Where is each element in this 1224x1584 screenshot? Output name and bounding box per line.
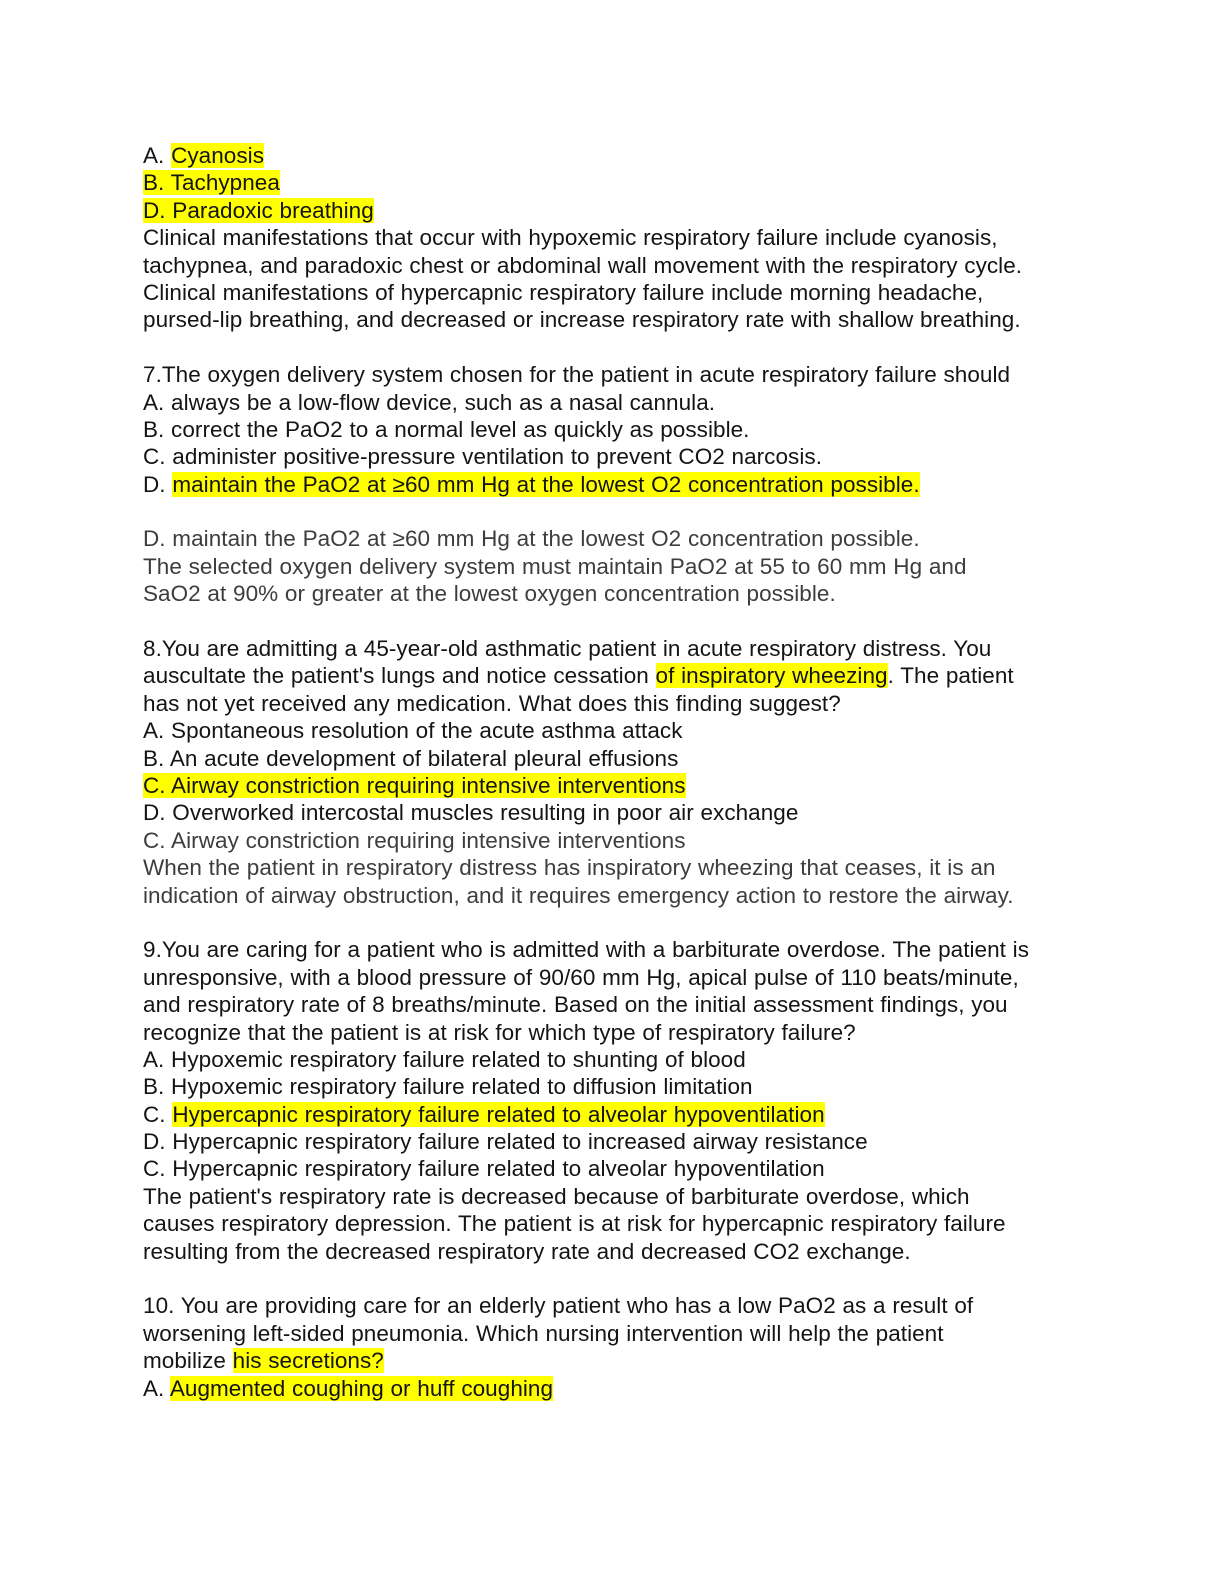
text-line: [143, 252, 1083, 279]
text-line: [143, 1238, 1083, 1265]
text-segment: tachypnea, and paradoxic chest or abdominal wall movement with the respiratory cycle.: [143, 252, 1023, 278]
text-line: [143, 1101, 1083, 1128]
text-segment: A. always be a low-flow device, such as a nasal cannula.: [143, 389, 716, 415]
explanation-line: [143, 525, 1083, 552]
highlighted-text: B. Tachypnea: [143, 170, 280, 196]
text-line: [143, 197, 1083, 224]
text-line: [143, 1375, 1083, 1402]
text-segment: worsening left-sided pneumonia. Which nursing intervention will help the patient: [143, 1320, 944, 1346]
text-line: [143, 662, 1083, 689]
text-segment: A. Hypoxemic respiratory failure related to shunting of blood: [143, 1046, 746, 1072]
highlighted-text: C. Airway constriction requiring intensive interventions: [143, 772, 686, 798]
text-segment: C.: [143, 1101, 173, 1127]
text-segment: unresponsive, with a blood pressure of 90/60 mm Hg, apical pulse of 110 beats/minute,: [143, 964, 1019, 990]
text-line: [143, 279, 1083, 306]
text-segment: resulting from the decreased respiratory rate and decreased CO2 exchange.: [143, 1238, 911, 1264]
text-segment: mobilize: [143, 1348, 233, 1374]
text-line: [143, 1128, 1083, 1155]
text-segment: Clinical manifestations of hypercapnic respiratory failure include morning headache,: [143, 279, 984, 305]
explanation-line: [143, 553, 1083, 580]
blank-line: [143, 334, 1083, 361]
text-line: [143, 224, 1083, 251]
text-line: [143, 690, 1083, 717]
text-line: [143, 389, 1083, 416]
text-line: [143, 142, 1083, 169]
text-segment: recognize that the patient is at risk for which type of respiratory failure?: [143, 1019, 856, 1045]
explanation-line: [143, 580, 1083, 607]
text-line: [143, 772, 1083, 799]
explanation-line: [143, 827, 1083, 854]
blank-line: [143, 498, 1083, 525]
text-segment: D. Overworked intercostal muscles resulting in poor air exchange: [143, 800, 799, 826]
highlighted-text: Augmented coughing or huff coughing: [169, 1375, 554, 1401]
highlighted-text: maintain the PaO2 at ≥60 mm Hg at the lowest O2 concentration possible.: [172, 471, 920, 497]
text-segment: B. Hypoxemic respiratory failure related to diffusion limitation: [143, 1074, 753, 1100]
text-segment: C. Hypercapnic respiratory failure related to alveolar hypoventilation: [143, 1156, 825, 1182]
text-line: [143, 169, 1083, 196]
text-line: [143, 471, 1083, 498]
blank-line: [143, 1265, 1083, 1292]
text-segment: C. Airway constriction requiring intensive interventions: [143, 827, 686, 853]
text-line: [143, 306, 1083, 333]
text-segment: A.: [143, 1375, 170, 1401]
highlighted-text: his secretions?: [232, 1348, 384, 1374]
text-segment: The patient's respiratory rate is decreased because of barbiturate overdose, which: [143, 1183, 970, 1209]
text-segment: D. Hypercapnic respiratory failure related to increased airway resistance: [143, 1129, 868, 1155]
text-segment: and respiratory rate of 8 breaths/minute. Based on the initial assessment findings, you: [143, 992, 1008, 1018]
text-line: [143, 635, 1083, 662]
text-line: [143, 443, 1083, 470]
text-segment: A. Spontaneous resolution of the acute asthma attack: [143, 718, 683, 744]
text-line: [143, 799, 1083, 826]
text-segment: SaO2 at 90% or greater at the lowest oxygen concentration possible.: [143, 581, 836, 607]
blank-line: [143, 909, 1083, 936]
highlighted-text: Hypercapnic respiratory failure related to alveolar hypoventilation: [172, 1101, 825, 1127]
text-segment: The selected oxygen delivery system must maintain PaO2 at 55 to 60 mm Hg and: [143, 553, 967, 579]
text-segment: D.: [143, 471, 173, 497]
text-line: [143, 1320, 1083, 1347]
text-line: [143, 991, 1083, 1018]
text-segment: 10. You are providing care for an elderly patient who has a low PaO2 as a result of: [143, 1293, 974, 1319]
text-segment: B. correct the PaO2 to a normal level as quickly as possible.: [143, 416, 750, 442]
text-line: [143, 1210, 1083, 1237]
text-segment: 8.You are admitting a 45-year-old asthmatic patient in acute respiratory distress. You: [143, 636, 992, 662]
text-segment: auscultate the patient's lungs and notice cessation: [143, 663, 656, 689]
text-line: [143, 361, 1083, 388]
text-segment: B. An acute development of bilateral pleural effusions: [143, 745, 679, 771]
text-segment: 7.The oxygen delivery system chosen for the patient in acute respiratory failure should: [143, 362, 1011, 388]
text-line: [143, 1046, 1083, 1073]
text-segment: causes respiratory depression. The patient is at risk for hypercapnic respiratory failure: [143, 1211, 1006, 1237]
document-body: [143, 142, 1083, 1402]
text-segment: A.: [143, 143, 172, 168]
text-segment: 9.You are caring for a patient who is admitted with a barbiturate overdose. The patient is: [143, 937, 1030, 963]
text-segment: D. maintain the PaO2 at ≥60 mm Hg at the lowest O2 concentration possible.: [143, 526, 920, 552]
text-line: [143, 1292, 1083, 1319]
explanation-line: [143, 882, 1083, 909]
blank-line: [143, 608, 1083, 635]
explanation-line: [143, 854, 1083, 881]
text-segment: pursed-lip breathing, and decreased or increase respiratory rate with shallow breathing.: [143, 307, 1021, 333]
text-line: [143, 1347, 1083, 1374]
text-line: [143, 936, 1083, 963]
highlighted-text: of inspiratory wheezing: [655, 663, 888, 689]
text-line: [143, 717, 1083, 744]
highlighted-text: D. Paradoxic breathing: [143, 197, 374, 223]
text-segment: Clinical manifestations that occur with hypoxemic respiratory failure include cyanosis,: [143, 225, 998, 251]
text-line: [143, 1155, 1083, 1182]
highlighted-text: Cyanosis: [171, 143, 265, 168]
text-line: [143, 745, 1083, 772]
text-line: [143, 1183, 1083, 1210]
text-line: [143, 416, 1083, 443]
text-segment: has not yet received any medication. What does this finding suggest?: [143, 690, 841, 716]
text-segment: indication of airway obstruction, and it requires emergency action to restore the airway.: [143, 882, 1014, 908]
text-line: [143, 1019, 1083, 1046]
text-line: [143, 1073, 1083, 1100]
text-segment: C. administer positive-pressure ventilation to prevent CO2 narcosis.: [143, 444, 822, 470]
text-segment: When the patient in respiratory distress has inspiratory wheezing that ceases, it is an: [143, 855, 996, 881]
text-line: [143, 964, 1083, 991]
text-segment: . The patient: [887, 663, 1014, 689]
